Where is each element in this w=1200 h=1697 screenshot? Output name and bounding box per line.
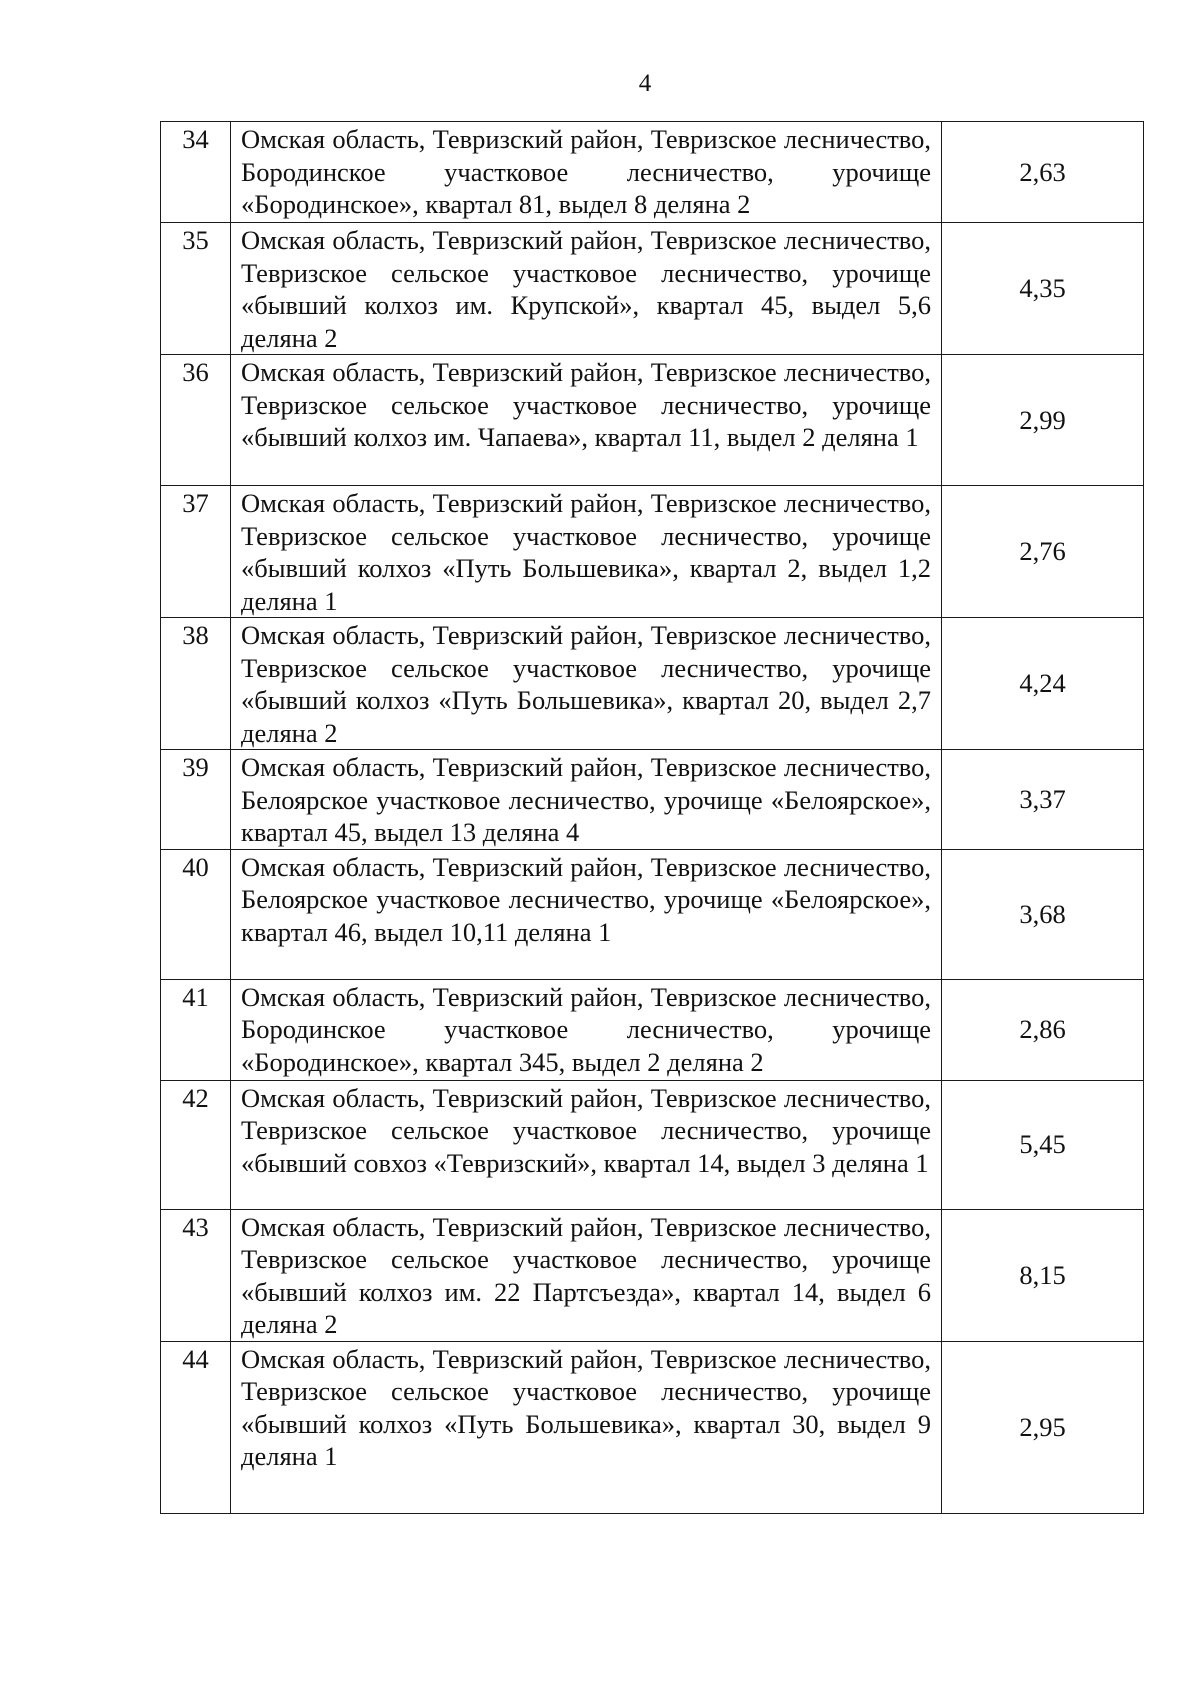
plot-area: 4,24: [942, 618, 1144, 750]
plot-location: Омская область, Тевризский район, Тевризское лесничество, Тевризское сельское участковое лесничество, урочище «бывший колхоз им. 22 Партсъезда», квартал 14, выдел 6 деляна 2: [231, 1209, 942, 1341]
plot-area: 3,68: [942, 849, 1144, 979]
table-row: [161, 750, 1144, 850]
row-number: 42: [161, 1080, 231, 1209]
plot-area: 2,95: [942, 1341, 1144, 1513]
page-number: 4: [638, 70, 652, 97]
table-row: [161, 1080, 1144, 1209]
row-number: 40: [161, 849, 231, 979]
plot-location: Омская область, Тевризский район, Тевризское лесничество, Тевризское сельское участковое лесничество, урочище «бывший колхоз им. Чапаева», квартал 11, выдел 2 деляна 1: [231, 355, 942, 486]
plot-location: Омская область, Тевризский район, Тевризское лесничество, Тевризское сельское участковое лесничество, урочище «бывший колхоз «Путь Большевика», квартал 30, выдел 9 деляна 1: [231, 1341, 942, 1513]
plot-location: Омская область, Тевризский район, Тевризское лесничество, Тевризское сельское участковое лесничество, урочище «бывший колхоз им. Крупской», квартал 45, выдел 5,6 деляна 2: [231, 223, 942, 355]
table-row: [161, 223, 1144, 355]
row-number: 44: [161, 1341, 231, 1513]
table-row: [161, 1341, 1144, 1513]
row-number: 37: [161, 486, 231, 618]
plot-area: 3,37: [942, 750, 1144, 850]
plot-location: Омская область, Тевризский район, Тевризское лесничество, Тевризское сельское участковое лесничество, урочище «бывший совхоз «Тевризский», квартал 14, выдел 3 деляна 1: [231, 1080, 942, 1209]
row-number: 43: [161, 1209, 231, 1341]
plot-area: 2,76: [942, 486, 1144, 618]
row-number: 38: [161, 618, 231, 750]
row-number: 35: [161, 223, 231, 355]
plot-area: 4,35: [942, 223, 1144, 355]
table-row: [161, 618, 1144, 750]
plot-area: 2,99: [942, 355, 1144, 486]
row-number: 34: [161, 122, 231, 223]
table-row: [161, 486, 1144, 618]
table-row: [161, 355, 1144, 486]
plot-location: Омская область, Тевризский район, Тевризское лесничество, Бородинское участковое лесничество, урочище «Бородинское», квартал 345, выдел 2 деляна 2: [231, 979, 942, 1080]
plot-area: 8,15: [942, 1209, 1144, 1341]
table-row: [161, 1209, 1144, 1341]
plot-area: 5,45: [942, 1080, 1144, 1209]
plot-location: Омская область, Тевризский район, Тевризское лесничество, Белоярское участковое лесничество, урочище «Белоярское», квартал 45, выдел 13 деляна 4: [231, 750, 942, 850]
forest-plots-table: [160, 121, 1144, 1514]
row-number: 41: [161, 979, 231, 1080]
plot-location: Омская область, Тевризский район, Тевризское лесничество, Белоярское участковое лесничество, урочище «Белоярское», квартал 46, выдел 10,11 деляна 1: [231, 849, 942, 979]
row-number: 36: [161, 355, 231, 486]
plot-area: 2,63: [942, 122, 1144, 223]
plot-location: Омская область, Тевризский район, Тевризское лесничество, Тевризское сельское участковое лесничество, урочище «бывший колхоз «Путь Большевика», квартал 2, выдел 1,2 деляна 1: [231, 486, 942, 618]
plot-location: Омская область, Тевризский район, Тевризское лесничество, Бородинское участковое лесничество, урочище «Бородинское», квартал 81, выдел 8 деляна 2: [231, 122, 942, 223]
table-row: [161, 849, 1144, 979]
plot-location: Омская область, Тевризский район, Тевризское лесничество, Тевризское сельское участковое лесничество, урочище «бывший колхоз «Путь Большевика», квартал 20, выдел 2,7 деляна 2: [231, 618, 942, 750]
table-row: [161, 122, 1144, 223]
plot-area: 2,86: [942, 979, 1144, 1080]
table-row: [161, 979, 1144, 1080]
row-number: 39: [161, 750, 231, 850]
